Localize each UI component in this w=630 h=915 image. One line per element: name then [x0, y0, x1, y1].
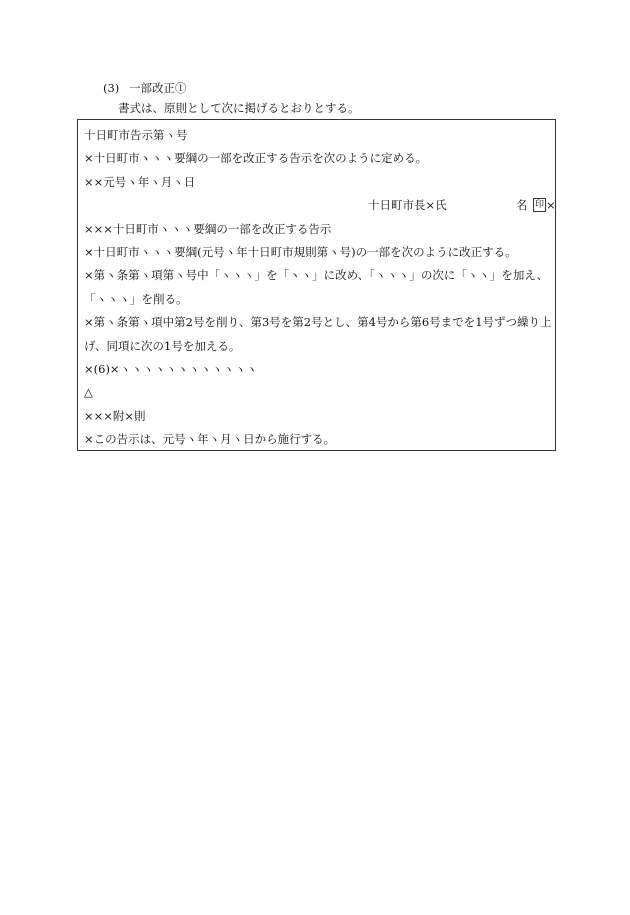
amendment-item-1-cont: 「ヽヽヽ」を削る。 [84, 291, 188, 306]
notice-number: 十日町市告示第ヽ号 [84, 128, 188, 142]
seal-icon: 印 [534, 200, 544, 211]
amendment-clause: ×十日町市ヽヽヽ要綱(元号ヽ年十日町市規則第ヽ号)の一部を次のように改正する。 [84, 244, 517, 259]
mayor-title: 十日町市長×氏 [368, 198, 447, 213]
section-title: 一部改正① [129, 81, 187, 95]
amendment-item-2-cont: げ、同項に次の1号を加える。 [84, 338, 241, 353]
enforcement-clause: ×この告示は、元号ヽ年ヽ月ヽ日から施行する。 [84, 432, 336, 447]
supplementary-heading: ×××附×則 [84, 408, 146, 423]
signature-line [84, 194, 556, 217]
blank-marker: △ [84, 385, 93, 400]
section-number: (3) [103, 81, 120, 95]
section-intro: 書式は、原則として次に掲げるとおりとする。 [118, 101, 360, 115]
section-heading [103, 80, 187, 96]
notice-preamble: ×十日町市ヽヽヽ要綱の一部を改正する告示を次のように定める。 [84, 151, 428, 166]
new-item: ×(6)×ヽヽヽヽヽヽヽヽヽヽヽヽ [84, 361, 258, 376]
amendment-item-2: ×第ヽ条第ヽ項中第2号を削り、第3号を第2号とし、第4号から第6号までを1号ずつ繰り上 [84, 315, 552, 330]
amendment-item-1: ×第ヽ条第ヽ項第ヽ号中「ヽヽヽ」を「ヽヽ」に改め、「ヽヽヽ」の次に「ヽヽ」を加え、 [84, 268, 549, 283]
signature-trail: × [546, 198, 556, 213]
form-template-box [77, 119, 556, 451]
notice-date: ××元号ヽ年ヽ月ヽ日 [84, 174, 196, 189]
amendment-title: ×××十日町市ヽヽヽ要綱の一部を改正する告示 [84, 221, 332, 236]
mayor-name: 名 [516, 198, 528, 213]
